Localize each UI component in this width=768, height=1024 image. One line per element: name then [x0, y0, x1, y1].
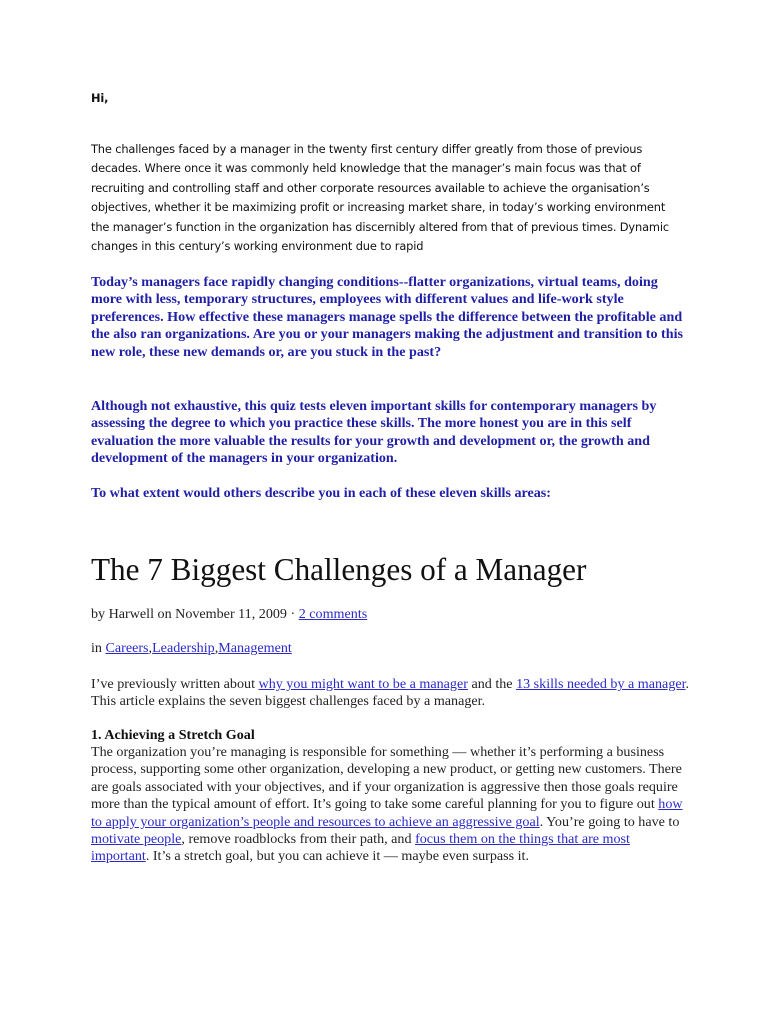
greeting: Hi, — [91, 91, 109, 105]
article-lead — [91, 676, 691, 711]
body-text: , remove roadblocks from their path, and — [181, 831, 416, 848]
section-heading: 1. Achieving a Stretch Goal — [91, 727, 255, 743]
section-body — [91, 744, 687, 866]
comments-link[interactable]: 2 comments — [298, 606, 368, 622]
article-categories — [91, 640, 292, 657]
category-link-management[interactable]: Management — [218, 640, 292, 656]
article-title: The 7 Biggest Challenges of a Manager — [91, 552, 587, 587]
category-link-careers[interactable]: Careers — [105, 640, 149, 656]
lead-text: I’ve previously written about — [91, 676, 259, 692]
link-focus-important[interactable]: focus them on the things that are most important — [91, 831, 630, 865]
blue-paragraph-quiz: Although not exhaustive, this quiz tests eleven important skills for contemporary managers by assessing the degree to which you practice these skills. The more honest you are in this self evaluation the more valuable the results for your growth and development or, the growth and development of the managers in your organization. — [91, 398, 657, 467]
lead-text: and the — [467, 676, 517, 692]
category-separator: , — [214, 640, 219, 656]
link-why-be-manager[interactable]: why you might want to be a manager — [258, 676, 468, 692]
byline-text: by Harwell on November 11, 2009 · — [91, 606, 299, 622]
link-13-skills[interactable]: 13 skills needed by a manager — [516, 676, 686, 692]
body-text: . It’s a stretch goal, but you can achieve it — maybe even surpass it. — [145, 848, 529, 865]
body-text: . You’re going to have to — [539, 813, 680, 830]
body-text: The organization you’re managing is responsible for something — whether it’s performing a business process, supporting some other organization, developing a new product, or getting new customers. There are goals associated with your objectives, and if your organization is aggressive then those goals require more than the typical amount of effort. It’s going to take some careful planning for you to figure out — [91, 744, 682, 813]
blue-paragraph-managers: Today’s managers face rapidly changing conditions--flatter organizations, virtual teams, doing more with less, temporary structures, employees with different values and life-work style preferences. How effective these managers manage spells the difference between the profitable and the also ran organizations. Are you or your managers making the adjustment and transition to this new role, these new demands or, are you stuck in the past? — [91, 274, 683, 360]
categories-prefix: in — [91, 640, 106, 656]
blue-paragraph-question: To what extent would others describe you in each of these eleven skills areas: — [91, 485, 551, 501]
article-byline — [91, 606, 367, 623]
link-apply-resources[interactable]: how to apply your organization’s people and resources to achieve an aggressive goal — [91, 796, 683, 830]
lead-text: . This article explains the seven biggest challenges faced by a manager. — [91, 676, 690, 710]
link-motivate-people[interactable]: motivate people — [91, 831, 182, 848]
category-separator: , — [148, 640, 153, 656]
category-link-leadership[interactable]: Leadership — [152, 640, 215, 656]
intro-paragraph: The challenges faced by a manager in the twenty first century differ greatly from those of previous decades. Where once it was commonly held knowledge that the manager’s main focus was that of recruiting and controlling staff and other corporate resources available to achieve the organisation’s objectives, whether it be maximizing profit or increasing market share, in today’s working environment the manager’s function in the organization has discernibly altered from that of previous times. Dynamic changes in this century’s working environment due to rapid — [91, 142, 669, 254]
